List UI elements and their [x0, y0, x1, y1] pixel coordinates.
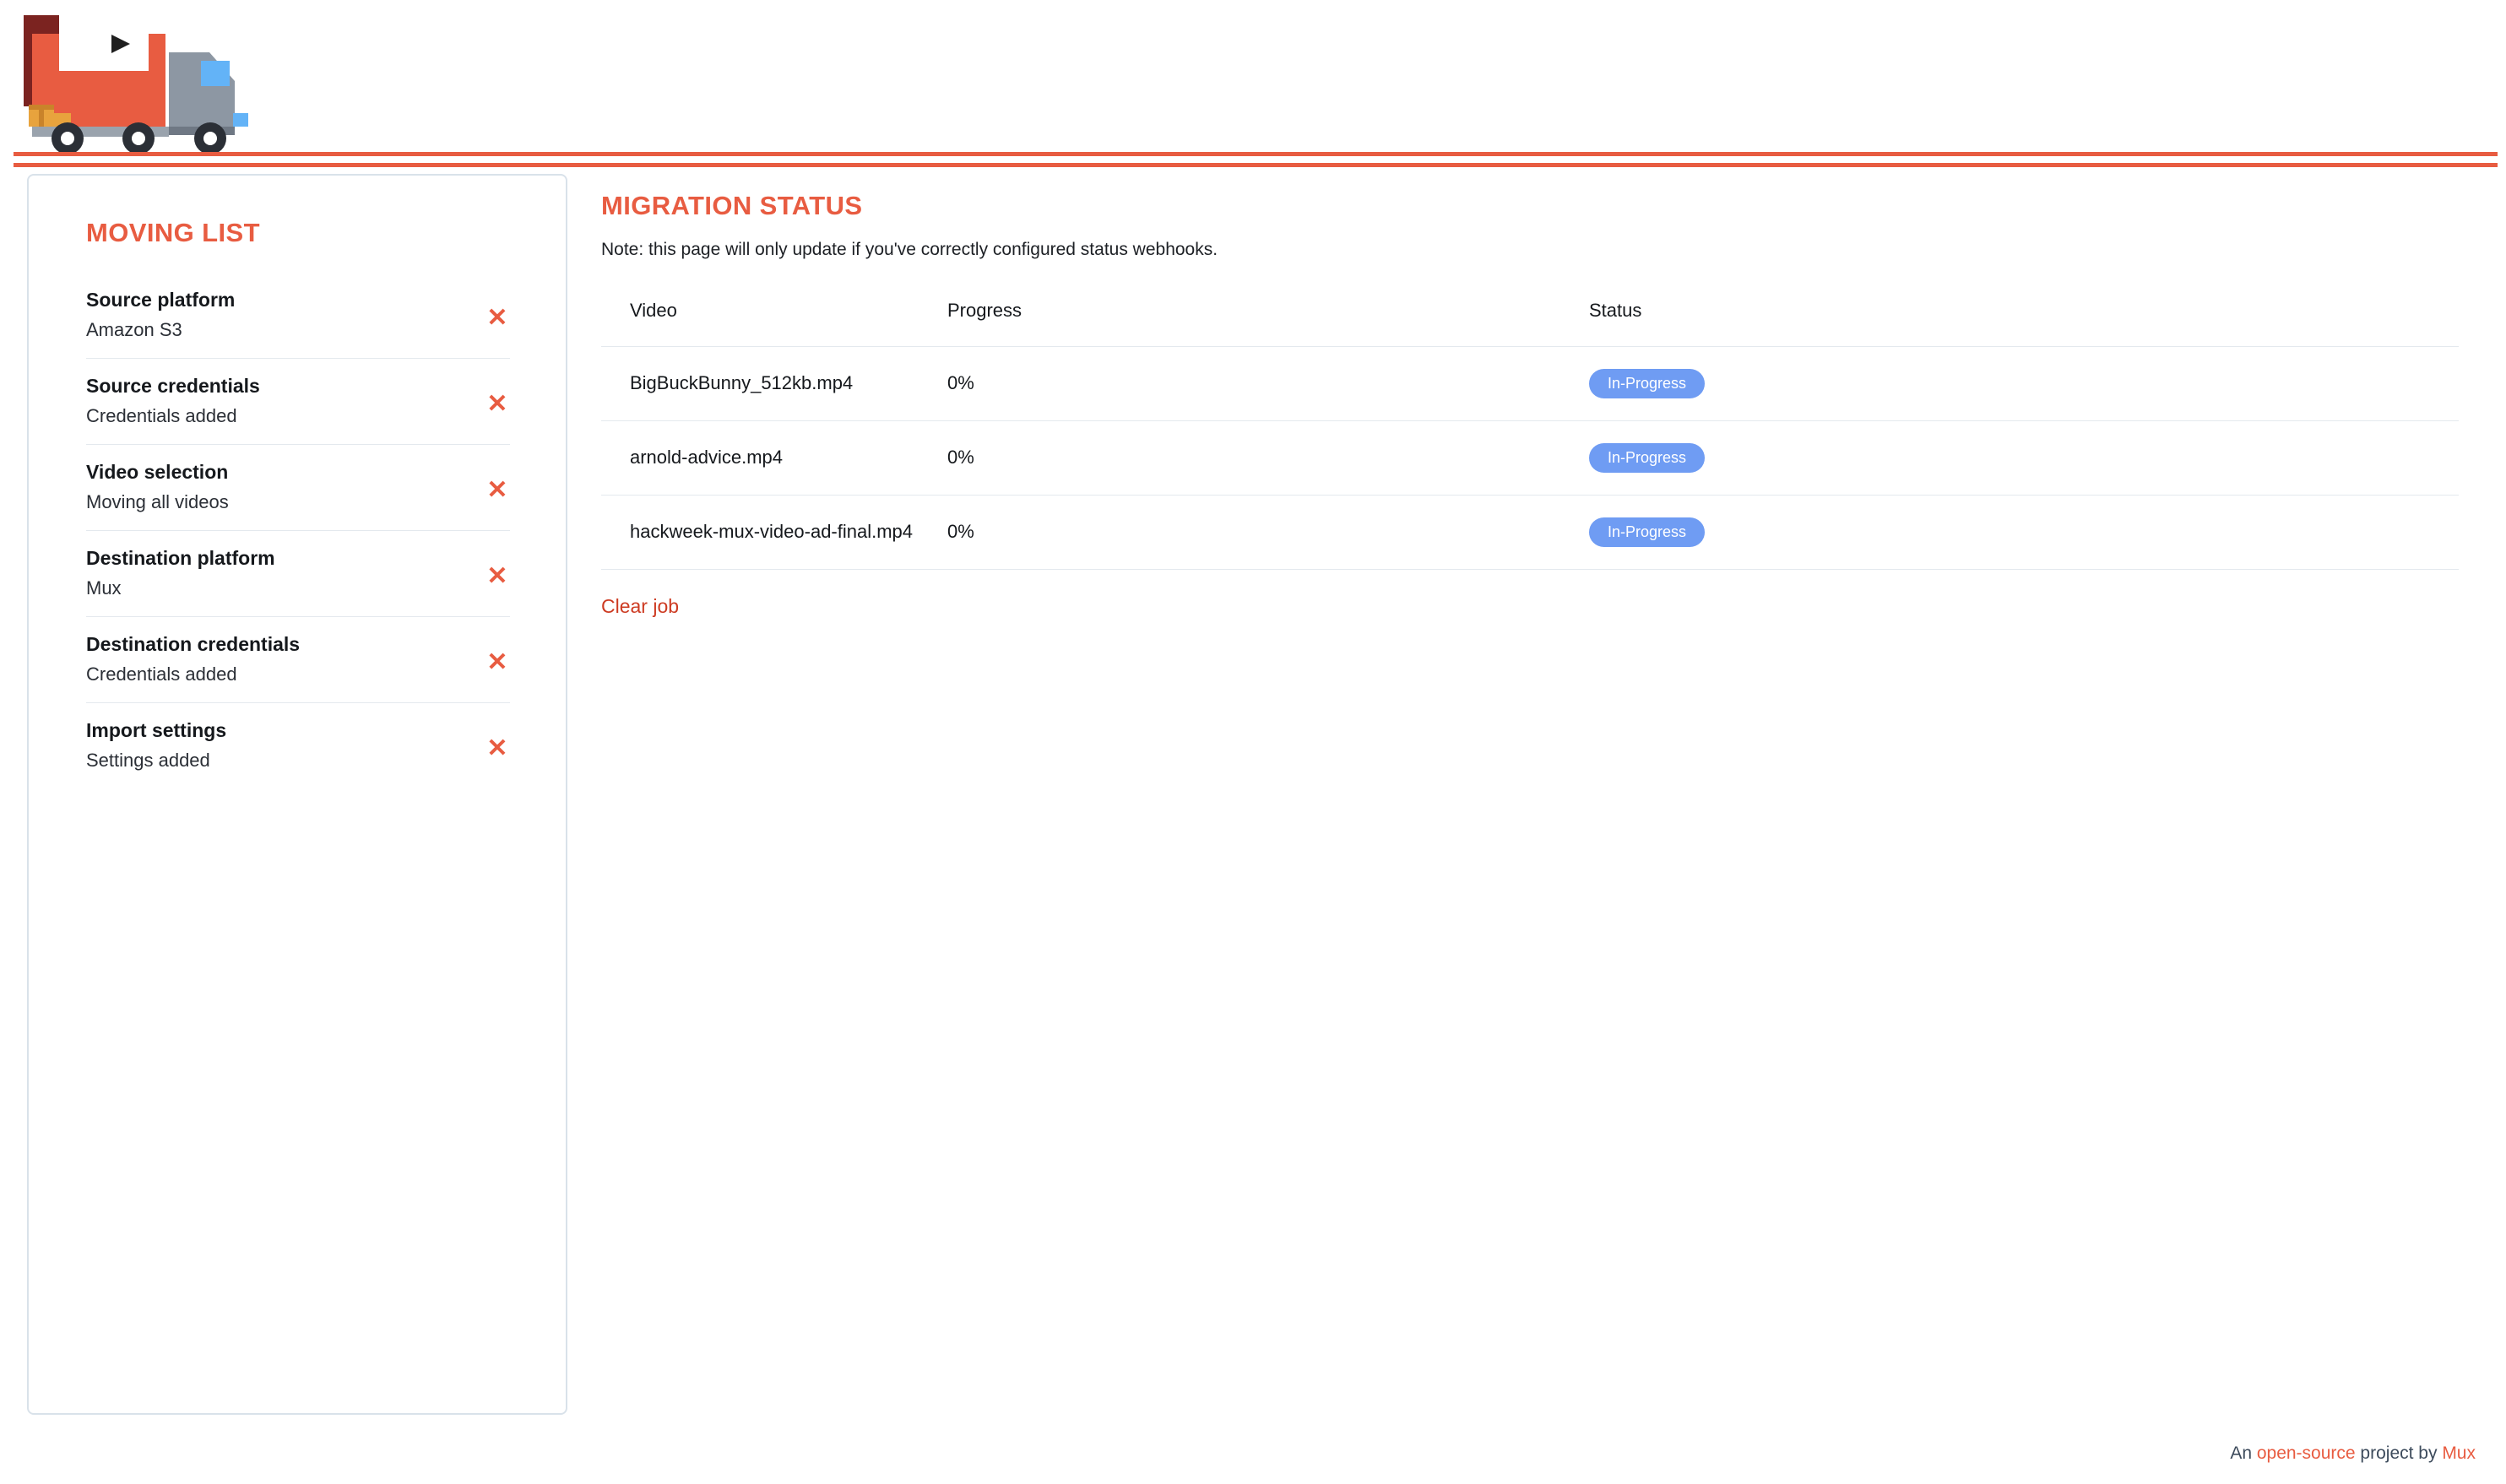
table-header-row	[601, 297, 2459, 346]
close-x-icon[interactable]: ✕	[486, 389, 508, 418]
moving-item-value: Credentials added	[86, 404, 237, 426]
list-item	[86, 545, 510, 617]
status-badge: In-Progress	[1589, 369, 1705, 398]
migration-status-table	[601, 297, 2459, 570]
column-header-status: Status	[1589, 297, 2459, 346]
cell-video-name: BigBuckBunny_512kb.mp4	[601, 346, 947, 420]
page-header	[0, 0, 2506, 165]
webhook-note: Note: this page will only update if you've correctly configured status webhooks.	[601, 240, 1218, 259]
close-x-icon[interactable]: ✕	[486, 475, 508, 504]
moving-item-value: Settings added	[86, 749, 210, 771]
moving-item-label: Import settings	[86, 718, 227, 741]
moving-list	[86, 287, 510, 788]
header-divider-line-2	[14, 163, 2498, 167]
moving-item-value: Moving all videos	[86, 490, 229, 512]
list-item	[86, 631, 510, 703]
cell-status	[1589, 346, 2459, 420]
moving-item-label: Destination credentials	[86, 632, 301, 655]
page-layout	[0, 174, 2506, 1484]
footer-prefix: An	[2230, 1443, 2257, 1463]
moving-item-value: Credentials added	[86, 663, 237, 685]
cell-video-name: hackweek-mux-video-ad-final.mp4	[601, 495, 947, 569]
list-item	[86, 287, 510, 359]
table-row	[601, 420, 2459, 495]
moving-list-panel	[27, 174, 567, 1415]
moving-item-label: Source platform	[86, 289, 236, 311]
close-x-icon[interactable]: ✕	[486, 647, 508, 676]
close-x-icon[interactable]: ✕	[486, 304, 508, 332]
list-item	[86, 718, 510, 788]
moving-item-label: Video selection	[86, 460, 229, 483]
page-title: MIGRATION STATUS	[601, 191, 863, 220]
footer-middle: project by	[2355, 1443, 2443, 1463]
mux-link[interactable]: Mux	[2442, 1443, 2476, 1463]
open-source-link[interactable]: open-source	[2256, 1443, 2356, 1463]
cell-status	[1589, 495, 2459, 569]
list-item	[86, 373, 510, 445]
cell-progress: 0%	[947, 346, 1589, 420]
footer-credit	[2230, 1443, 2476, 1464]
moving-truck-video-icon	[20, 12, 257, 157]
column-header-video: Video	[601, 297, 947, 346]
cell-progress: 0%	[947, 420, 1589, 495]
header-divider	[0, 152, 2506, 169]
close-x-icon[interactable]: ✕	[486, 561, 508, 590]
status-badge: In-Progress	[1589, 443, 1705, 473]
moving-item-value: Mux	[86, 577, 122, 598]
list-item	[86, 459, 510, 531]
moving-item-label: Source credentials	[86, 374, 260, 397]
migration-status-panel	[588, 174, 2506, 1415]
clear-job-link[interactable]: Clear job	[601, 594, 680, 617]
moving-item-label: Destination platform	[86, 546, 275, 569]
close-x-icon[interactable]: ✕	[486, 734, 508, 762]
header-divider-line-1	[14, 152, 2498, 156]
cell-video-name: arnold-advice.mp4	[601, 420, 947, 495]
table-row	[601, 495, 2459, 569]
column-header-progress: Progress	[947, 297, 1589, 346]
moving-list-title: MOVING LIST	[86, 218, 260, 247]
table-row	[601, 346, 2459, 420]
cell-status	[1589, 420, 2459, 495]
cell-progress: 0%	[947, 495, 1589, 569]
moving-item-value: Amazon S3	[86, 319, 182, 341]
status-badge: In-Progress	[1589, 517, 1705, 547]
